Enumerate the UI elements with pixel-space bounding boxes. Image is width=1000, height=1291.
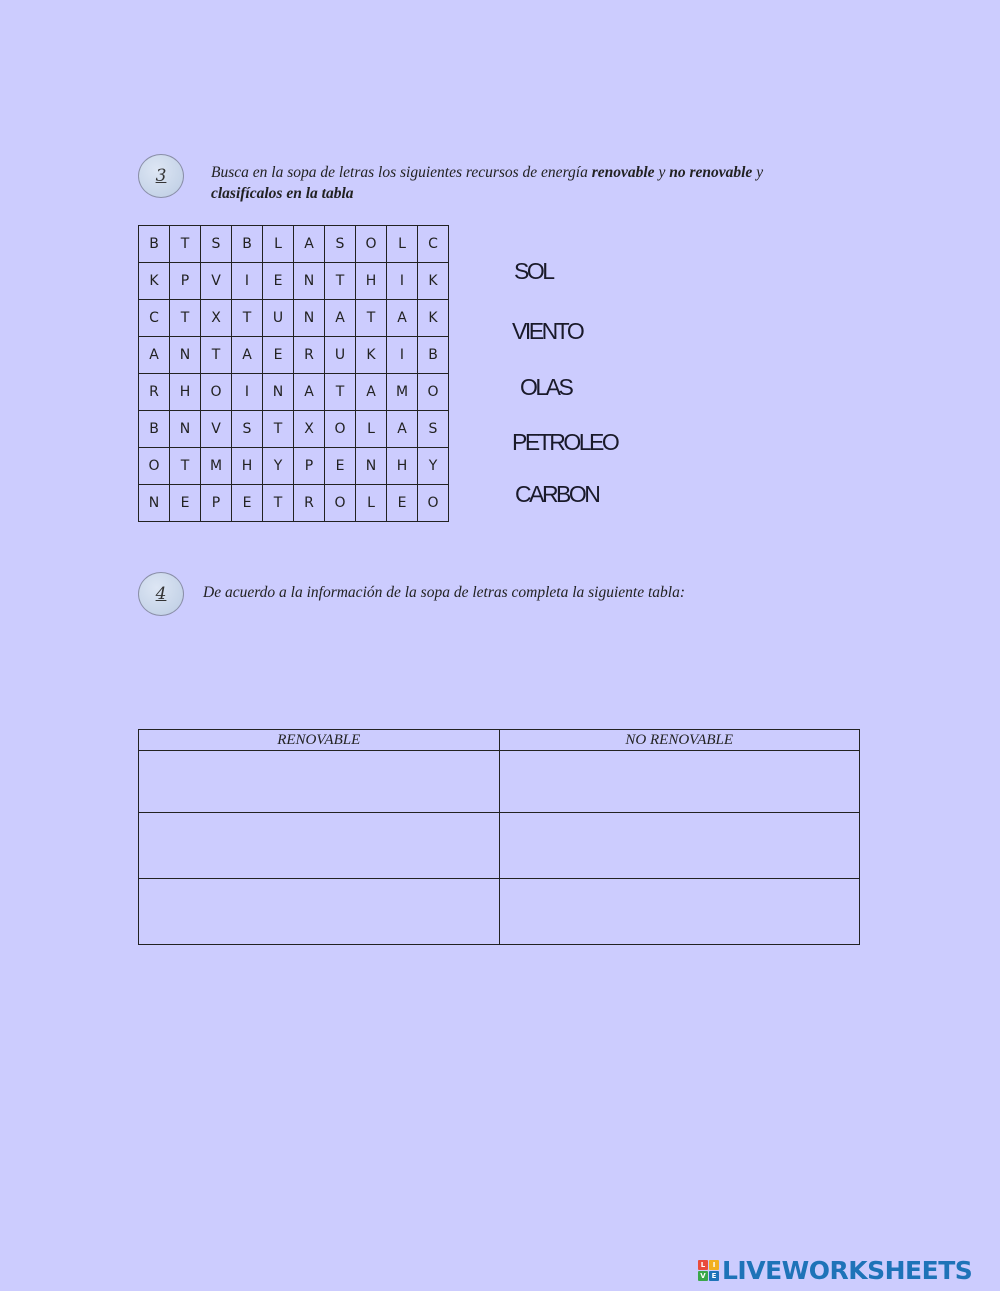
exercise-4-number: 4 [155,584,167,604]
word-search-cell[interactable]: E [170,485,201,522]
word-search-cell[interactable]: B [139,411,170,448]
header-no-renovable: NO RENOVABLE [499,730,860,751]
word-search-cell[interactable]: N [170,411,201,448]
word-search-cell[interactable]: R [139,374,170,411]
table-row [139,879,860,945]
word-search-cell[interactable]: Y [418,448,449,485]
liveworksheets-logo-icon [698,1260,719,1281]
word-search-cell[interactable]: M [387,374,418,411]
word-search-cell[interactable]: V [201,263,232,300]
bold-clasificalos: clasifícalos en la tabla [211,185,354,202]
renovable-cell[interactable] [139,813,500,879]
word-search-cell[interactable]: E [232,485,263,522]
word-search-cell[interactable]: K [139,263,170,300]
word-search-cell[interactable]: K [418,300,449,337]
word-search-cell[interactable]: H [387,448,418,485]
word-search-cell[interactable]: I [232,263,263,300]
word-carbon: CARBON [515,481,599,507]
word-search-cell[interactable]: C [139,300,170,337]
word-search-cell[interactable]: B [139,226,170,263]
word-search-row [139,226,449,263]
word-search-row [139,263,449,300]
word-search-cell[interactable]: E [263,263,294,300]
word-search-row [139,337,449,374]
word-search-cell[interactable]: S [325,226,356,263]
exercise-4-instruction: De acuerdo a la información de la sopa de letras completa la siguiente tabla: [203,584,686,601]
exercise-4-badge [138,572,184,616]
word-search-cell[interactable]: B [232,226,263,263]
word-search-cell[interactable]: T [356,300,387,337]
word-search-cell[interactable]: S [232,411,263,448]
word-search-cell[interactable]: E [263,337,294,374]
exercise-3-number: 3 [155,166,167,186]
renovable-cell[interactable] [139,751,500,813]
word-search-cell[interactable]: L [356,485,387,522]
word-search-cell[interactable]: A [294,226,325,263]
word-search-cell[interactable]: A [325,300,356,337]
word-search-row [139,448,449,485]
word-search-cell[interactable]: N [170,337,201,374]
word-search-cell[interactable]: T [263,411,294,448]
logo-mark-tile: V [698,1271,708,1281]
word-search-cell[interactable]: Y [263,448,294,485]
word-search-cell[interactable]: V [201,411,232,448]
word-search-cell[interactable]: I [232,374,263,411]
renovable-cell[interactable] [139,879,500,945]
word-search-cell[interactable]: T [170,448,201,485]
word-search-cell[interactable]: R [294,485,325,522]
header-renovable: RENOVABLE [139,730,500,751]
table-row [139,751,860,813]
no-renovable-cell[interactable] [499,813,860,879]
word-search-cell[interactable]: U [325,337,356,374]
bold-no-renovable: no renovable [669,164,753,181]
word-search-cell[interactable]: E [325,448,356,485]
word-search-row [139,300,449,337]
word-search-cell[interactable]: T [170,300,201,337]
word-search-row [139,485,449,522]
word-search-cell[interactable]: N [294,300,325,337]
word-search-row [139,374,449,411]
word-search-cell[interactable]: A [356,374,387,411]
classification-table [138,729,860,945]
word-search-cell[interactable]: O [325,411,356,448]
liveworksheets-logo-text: LIVEWORKSHEETS [722,1256,973,1285]
word-viento: VIENTO [512,318,583,344]
word-search-cell[interactable]: E [387,485,418,522]
no-renovable-cell[interactable] [499,751,860,813]
logo-mark-tile: I [709,1260,719,1270]
word-search-cell[interactable]: T [232,300,263,337]
word-search-cell[interactable]: K [418,263,449,300]
word-search-cell[interactable]: L [356,411,387,448]
exercise-3-badge [138,154,184,198]
word-search-cell[interactable]: T [201,337,232,374]
classification-header-row [139,730,860,751]
word-search-cell[interactable]: X [294,411,325,448]
word-search-cell[interactable]: K [356,337,387,374]
word-search-cell[interactable]: A [139,337,170,374]
word-search-cell[interactable]: P [201,485,232,522]
no-renovable-cell[interactable] [499,879,860,945]
word-search-cell[interactable]: O [356,226,387,263]
word-search-cell[interactable]: I [387,263,418,300]
word-search-cell[interactable]: L [387,226,418,263]
word-search-cell[interactable]: O [325,485,356,522]
word-search-cell[interactable]: I [387,337,418,374]
word-search-cell[interactable]: U [263,300,294,337]
word-search-cell[interactable]: A [232,337,263,374]
word-search-cell[interactable]: H [356,263,387,300]
word-search-cell[interactable]: H [170,374,201,411]
table-row [139,813,860,879]
liveworksheets-logo[interactable] [698,1256,972,1285]
exercise-3-instruction: Busca en la sopa de letras los siguientes recursos de energía renovable y no renovable y clasifícalos en la tabla [211,164,764,202]
word-search-cell[interactable]: R [294,337,325,374]
word-search-grid [138,225,449,522]
word-search-cell[interactable]: O [201,374,232,411]
word-search-cell[interactable]: A [387,300,418,337]
word-search-cell[interactable]: N [356,448,387,485]
word-search-cell[interactable]: O [418,485,449,522]
word-search-cell[interactable]: O [139,448,170,485]
word-search-cell[interactable]: N [263,374,294,411]
word-search-cell[interactable]: L [263,226,294,263]
word-search-cell[interactable]: X [201,300,232,337]
word-search-cell[interactable]: A [387,411,418,448]
logo-mark-tile: L [698,1260,708,1270]
word-olas: OLAS [520,374,572,400]
word-search-cell[interactable]: T [170,226,201,263]
word-search-cell[interactable]: B [418,337,449,374]
word-search-cell[interactable]: T [263,485,294,522]
bold-renovable: renovable [591,164,655,181]
logo-mark-tile: E [709,1271,719,1281]
word-search-cell[interactable]: P [294,448,325,485]
word-search-cell[interactable]: O [418,374,449,411]
word-search-cell[interactable]: M [201,448,232,485]
word-search-cell[interactable]: A [294,374,325,411]
word-search-cell[interactable]: H [232,448,263,485]
word-sol: SOL [514,258,553,284]
word-search-cell[interactable]: S [418,411,449,448]
word-search-cell[interactable]: T [325,263,356,300]
word-search-cell[interactable]: S [201,226,232,263]
word-search-row [139,411,449,448]
word-search-cell[interactable]: T [325,374,356,411]
word-search-cell[interactable]: P [170,263,201,300]
word-search-cell[interactable]: N [294,263,325,300]
word-search-cell[interactable]: N [139,485,170,522]
word-search-cell[interactable]: C [418,226,449,263]
word-petroleo: PETROLEO [512,429,618,455]
